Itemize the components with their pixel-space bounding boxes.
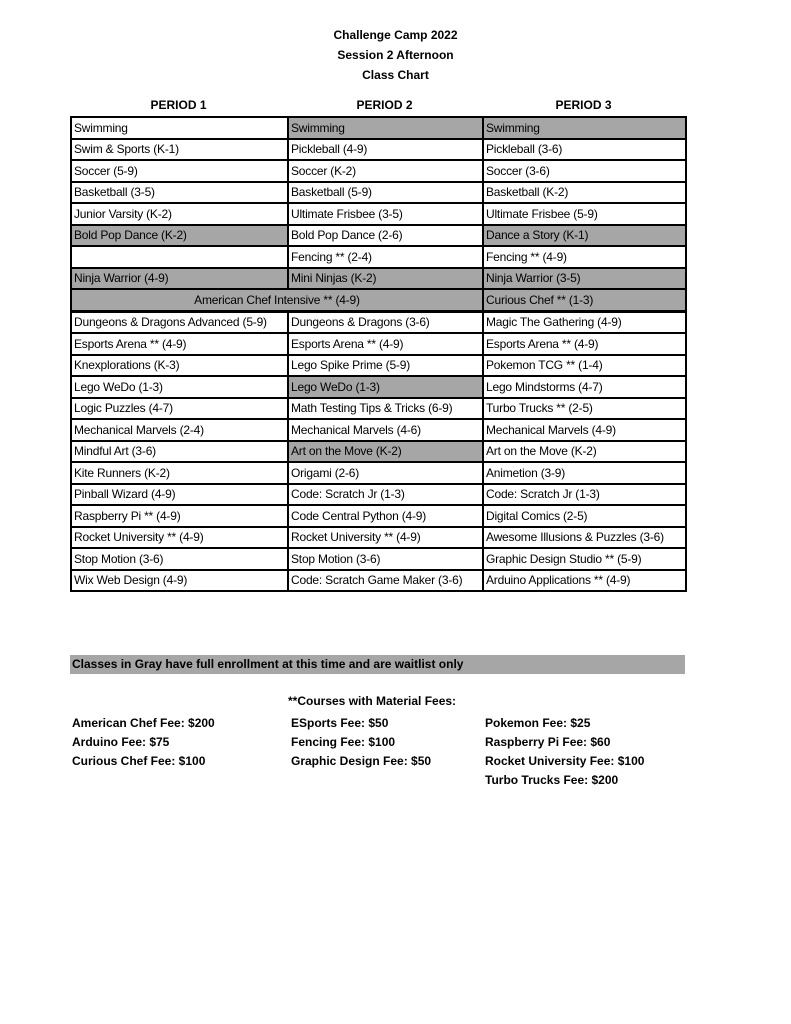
class-cell: Esports Arena ** (4-9) — [71, 333, 288, 355]
class-cell — [71, 246, 288, 268]
table-row — [71, 268, 686, 290]
class-cell: Art on the Move (K-2) — [483, 441, 686, 463]
table-row — [71, 441, 686, 463]
class-cell: Math Testing Tips & Tricks (6-9) — [288, 398, 483, 420]
class-cell: Esports Arena ** (4-9) — [483, 333, 686, 355]
table-row — [71, 117, 686, 139]
class-cell: Swim & Sports (K-1) — [71, 139, 288, 161]
class-cell: Fencing ** (2-4) — [288, 246, 483, 268]
class-cell: Lego WeDo (1-3) — [288, 376, 483, 398]
fee-item: ESports Fee: $50 — [291, 716, 389, 730]
fee-item: Fencing Fee: $100 — [291, 735, 396, 749]
class-cell: Pokemon TCG ** (1-4) — [483, 355, 686, 377]
class-cell: Ninja Warrior (3-5) — [483, 268, 686, 290]
table-row — [71, 462, 686, 484]
page-subtitle: Session 2 Afternoon — [337, 48, 454, 62]
waitlist-notice: Classes in Gray have full enrollment at this time and are waitlist only — [70, 655, 685, 674]
fee-column-3 — [485, 714, 644, 790]
fee-column-2 — [291, 714, 431, 771]
period-headers — [70, 98, 685, 112]
fee-item: Pokemon Fee: $25 — [485, 716, 591, 730]
class-cell: Ninja Warrior (4-9) — [71, 268, 288, 290]
class-cell: Turbo Trucks ** (2-5) — [483, 398, 686, 420]
table-row — [71, 182, 686, 204]
table-row — [71, 139, 686, 161]
class-cell: Dungeons & Dragons Advanced (5-9) — [71, 311, 288, 333]
class-cell: Wix Web Design (4-9) — [71, 570, 288, 592]
fee-item: Raspberry Pi Fee: $60 — [485, 735, 611, 749]
class-cell: Pickleball (3-6) — [483, 139, 686, 161]
page-title: Challenge Camp 2022 — [333, 28, 458, 42]
class-cell: Basketball (3-5) — [71, 182, 288, 204]
class-cell: Origami (2-6) — [288, 462, 483, 484]
class-cell: Animetion (3-9) — [483, 462, 686, 484]
class-cell: Art on the Move (K-2) — [288, 441, 483, 463]
period-1-header: PERIOD 1 — [150, 98, 207, 112]
class-cell: Fencing ** (4-9) — [483, 246, 686, 268]
class-cell: Lego Spike Prime (5-9) — [288, 355, 483, 377]
chart-label: Class Chart — [362, 68, 429, 82]
table-row — [71, 570, 686, 592]
class-cell: Mechanical Marvels (2-4) — [71, 419, 288, 441]
class-cell: Stop Motion (3-6) — [71, 548, 288, 570]
class-cell: Code: Scratch Jr (1-3) — [483, 484, 686, 506]
table-row — [71, 289, 686, 311]
fee-item: Graphic Design Fee: $50 — [291, 754, 432, 768]
class-cell: Pinball Wizard (4-9) — [71, 484, 288, 506]
fee-column-1 — [72, 714, 215, 771]
class-cell: Awesome Illusions & Puzzles (3-6) — [483, 527, 686, 549]
class-cell: Knexplorations (K-3) — [71, 355, 288, 377]
class-cell: Soccer (3-6) — [483, 160, 686, 182]
class-cell: Esports Arena ** (4-9) — [288, 333, 483, 355]
class-cell: Code Central Python (4-9) — [288, 505, 483, 527]
table-row — [71, 548, 686, 570]
class-cell: Curious Chef ** (1-3) — [483, 289, 686, 311]
table-row — [71, 311, 686, 333]
class-cell: Lego WeDo (1-3) — [71, 376, 288, 398]
class-cell: Ultimate Frisbee (3-5) — [288, 203, 483, 225]
table-row — [71, 355, 686, 377]
fee-item: American Chef Fee: $200 — [72, 716, 215, 730]
class-cell: Mindful Art (3-6) — [71, 441, 288, 463]
table-row — [71, 246, 686, 268]
class-cell: Basketball (K-2) — [483, 182, 686, 204]
table-row — [71, 527, 686, 549]
class-cell: Rocket University ** (4-9) — [71, 527, 288, 549]
class-cell: Code: Scratch Game Maker (3-6) — [288, 570, 483, 592]
table-row — [71, 398, 686, 420]
material-fees-title: **Courses with Material Fees: — [288, 694, 457, 708]
class-cell: Swimming — [288, 117, 483, 139]
class-cell: Dance a Story (K-1) — [483, 225, 686, 247]
table-row — [71, 505, 686, 527]
class-cell: Arduino Applications ** (4-9) — [483, 570, 686, 592]
fee-item: Arduino Fee: $75 — [72, 735, 170, 749]
class-cell: Swimming — [71, 117, 288, 139]
class-cell: Mini Ninjas (K-2) — [288, 268, 483, 290]
class-cell: Bold Pop Dance (K-2) — [71, 225, 288, 247]
class-cell: Mechanical Marvels (4-9) — [483, 419, 686, 441]
class-chart-table — [70, 116, 687, 592]
table-row — [71, 484, 686, 506]
table-row — [71, 160, 686, 182]
fee-item: Curious Chef Fee: $100 — [72, 754, 206, 768]
class-cell: Raspberry Pi ** (4-9) — [71, 505, 288, 527]
table-row — [71, 419, 686, 441]
class-cell: Magic The Gathering (4-9) — [483, 311, 686, 333]
class-cell: Basketball (5-9) — [288, 182, 483, 204]
period-3-header: PERIOD 3 — [555, 98, 612, 112]
fee-item: Rocket University Fee: $100 — [485, 754, 645, 768]
table-row — [71, 203, 686, 225]
class-cell: American Chef Intensive ** (4-9) — [71, 289, 483, 311]
class-cell: Graphic Design Studio ** (5-9) — [483, 548, 686, 570]
table-row — [71, 333, 686, 355]
period-2-header: PERIOD 2 — [356, 98, 413, 112]
class-cell: Lego Mindstorms (4-7) — [483, 376, 686, 398]
class-cell: Swimming — [483, 117, 686, 139]
table-row — [71, 225, 686, 247]
class-cell: Pickleball (4-9) — [288, 139, 483, 161]
class-cell: Soccer (K-2) — [288, 160, 483, 182]
class-cell: Soccer (5-9) — [71, 160, 288, 182]
class-cell: Rocket University ** (4-9) — [288, 527, 483, 549]
class-cell: Ultimate Frisbee (5-9) — [483, 203, 686, 225]
class-cell: Code: Scratch Jr (1-3) — [288, 484, 483, 506]
class-cell: Dungeons & Dragons (3-6) — [288, 311, 483, 333]
class-cell: Digital Comics (2-5) — [483, 505, 686, 527]
class-cell: Bold Pop Dance (2-6) — [288, 225, 483, 247]
class-cell: Logic Puzzles (4-7) — [71, 398, 288, 420]
class-cell: Junior Varsity (K-2) — [71, 203, 288, 225]
class-cell: Kite Runners (K-2) — [71, 462, 288, 484]
table-row — [71, 376, 686, 398]
class-cell: Mechanical Marvels (4-6) — [288, 419, 483, 441]
fee-item: Turbo Trucks Fee: $200 — [485, 773, 619, 787]
class-cell: Stop Motion (3-6) — [288, 548, 483, 570]
